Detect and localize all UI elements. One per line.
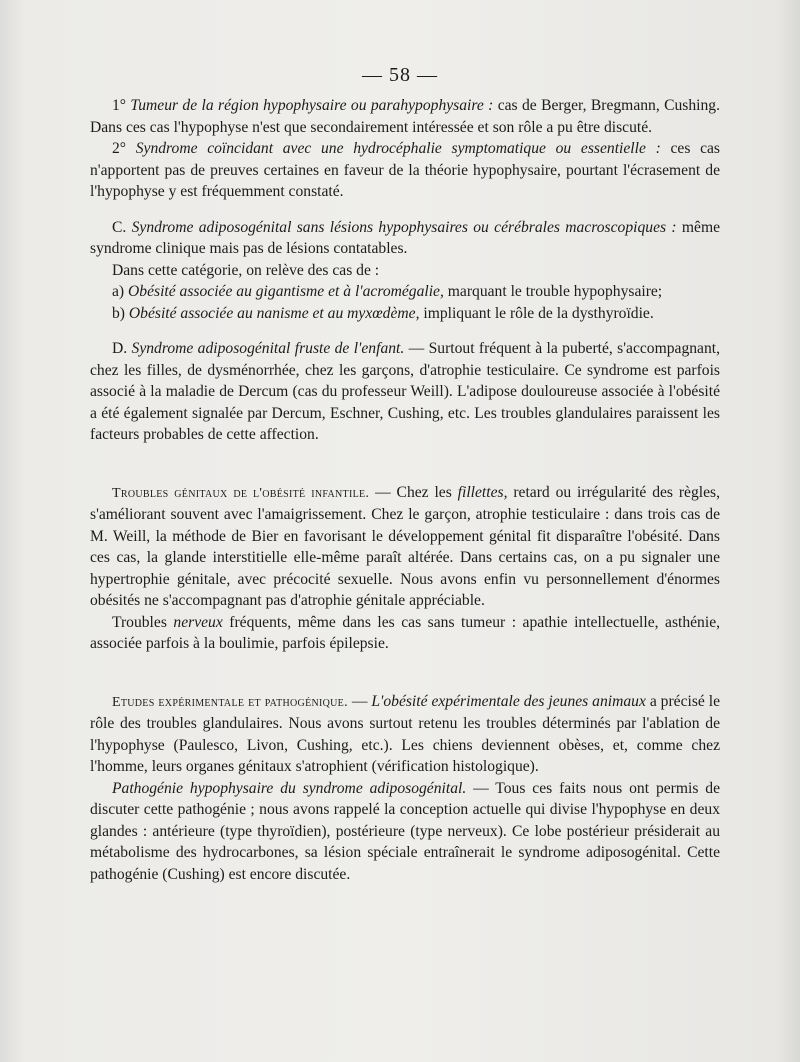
paragraph-etudes: Etudes expérimentale et pathogénique. — L'obésité expérimentale des jeunes animaux a précisé le rôle des troubles glandulaires. Nous avons surtout retenu les troubles déterminés par l'ablation de l'hypophyse (Paulesco, Livon, Cushing, etc.). Les chiens deviennent obèses, et, comme chez l'homme, leurs organes génitaux s'atrophient (vérification histologique).: [90, 692, 721, 775]
paragraph-categorie: Dans cette catégorie, on relève des cas de :: [112, 261, 380, 279]
page-body: [90, 95, 720, 885]
page-number: — 58 —: [362, 64, 438, 86]
small-caps-heading: Troubles génitaux de l'obésité infantile.: [112, 485, 370, 501]
italic-heading: Obésité associée au nanisme et au myxœdème,: [128, 304, 420, 322]
italic-heading: Tumeur de la région hypophysaire ou parahypophysaire :: [130, 97, 494, 114]
italic-heading: Syndrome coïncidant avec une hydrocéphalie symptomatique ou essentielle :: [135, 140, 661, 157]
italic-heading: Syndrome adiposogénital fruste de l'enfant.: [131, 340, 405, 357]
paragraph-item-b: b) Obésité associée au nanisme et au myxœdème, impliquant le rôle de la dysthyroïdie.: [112, 304, 654, 322]
italic-heading: Syndrome adiposogénital sans lésions hypophysaires ou cérébrales macroscopiques :: [131, 218, 677, 236]
paragraph-syndrome-hydrocephalie: 2° Syndrome coïncidant avec une hydrocéphalie symptomatique ou essentielle : ces cas n'apportent pas de preuves certaines en faveur de la théorie hypophysaire, pourtant l'écrasement de l'hypophyse y est fréquemment constaté.: [90, 140, 720, 200]
small-caps-heading: Etudes expérimentale et pathogénique.: [112, 694, 348, 710]
paragraph-troubles-nerveux: Troubles nerveux fréquents, même dans les cas sans tumeur : apathie intellectuelle, asthénie, associée parfois à la boulimie, parfois épilepsie.: [90, 613, 721, 652]
paragraph-item-a: a) Obésité associée au gigantisme et à l'acromégalie, marquant le trouble hypophysaire;: [112, 283, 663, 300]
paragraph-troubles-genitaux: Troubles génitaux de l'obésité infantile. — Chez les fillettes, retard ou irrégularité des règles, s'améliorant souvent avec l'amaigrissement. Chez le garçon, atrophie testiculaire : dans trois cas de M. Weill, la méthode de Bier en favorisant le développement génital fit disparaître l'obésité. Dans ces cas, la glande interstitielle elle-même paraît altérée. Dans certains cas, on a pu signaler une hypertrophie génitale, avec précocité sexuelle. Nous avons enfin vu personnellement d'énormes obésités ne s'accompagnant pas d'atrophie génitale appréciable.: [90, 483, 720, 609]
italic-heading: Pathogénie hypophysaire du syndrome adiposogénital.: [112, 779, 467, 797]
italic-heading: Obésité associée au gigantisme et à l'acromégalie,: [128, 283, 444, 300]
paragraph-tumeur: 1° Tumeur de la région hypophysaire ou parahypophysaire : cas de Berger, Bregmann, Cushing. Dans ces cas l'hypophyse n'est que secondairement intéressée et son rôle a pu être discuté.: [90, 97, 720, 136]
paragraph-section-d: D. Syndrome adiposogénital fruste de l'enfant. — Surtout fréquent à la puberté, s'accompagnant, chez les filles, de dysménorrhée, chez les garçons, d'atrophie testiculaire. Ce syndrome est parfois associé à la maladie de Dercum (cas du professeur Weill). L'adipose douloureuse associée à l'obésité a été également signalée par Dercum, Eschner, Cushing, etc. Les troubles glandulaires paraissent les facteurs probables de cette affection.: [90, 340, 720, 443]
paragraph-section-c: C. Syndrome adiposogénital sans lésions hypophysaires ou cérébrales macroscopiques : même syndrome clinique mais pas de lésions contatables.: [90, 218, 720, 257]
paragraph-pathogenie: Pathogénie hypophysaire du syndrome adiposogénital. — Tous ces faits nous ont permis de discuter cette pathogénie ; nous avons rappelé la conception actuelle qui divise l'hypophyse en deux glandes : antérieure (type thyroïdien), postérieure (type nerveux). Ce lobe postérieur présiderait au métabolisme des hydrocarbones, sa lésion spéciale entraînerait le syndrome adiposogénital. Cette pathogénie (Cushing) est encore discutée.: [90, 779, 720, 883]
